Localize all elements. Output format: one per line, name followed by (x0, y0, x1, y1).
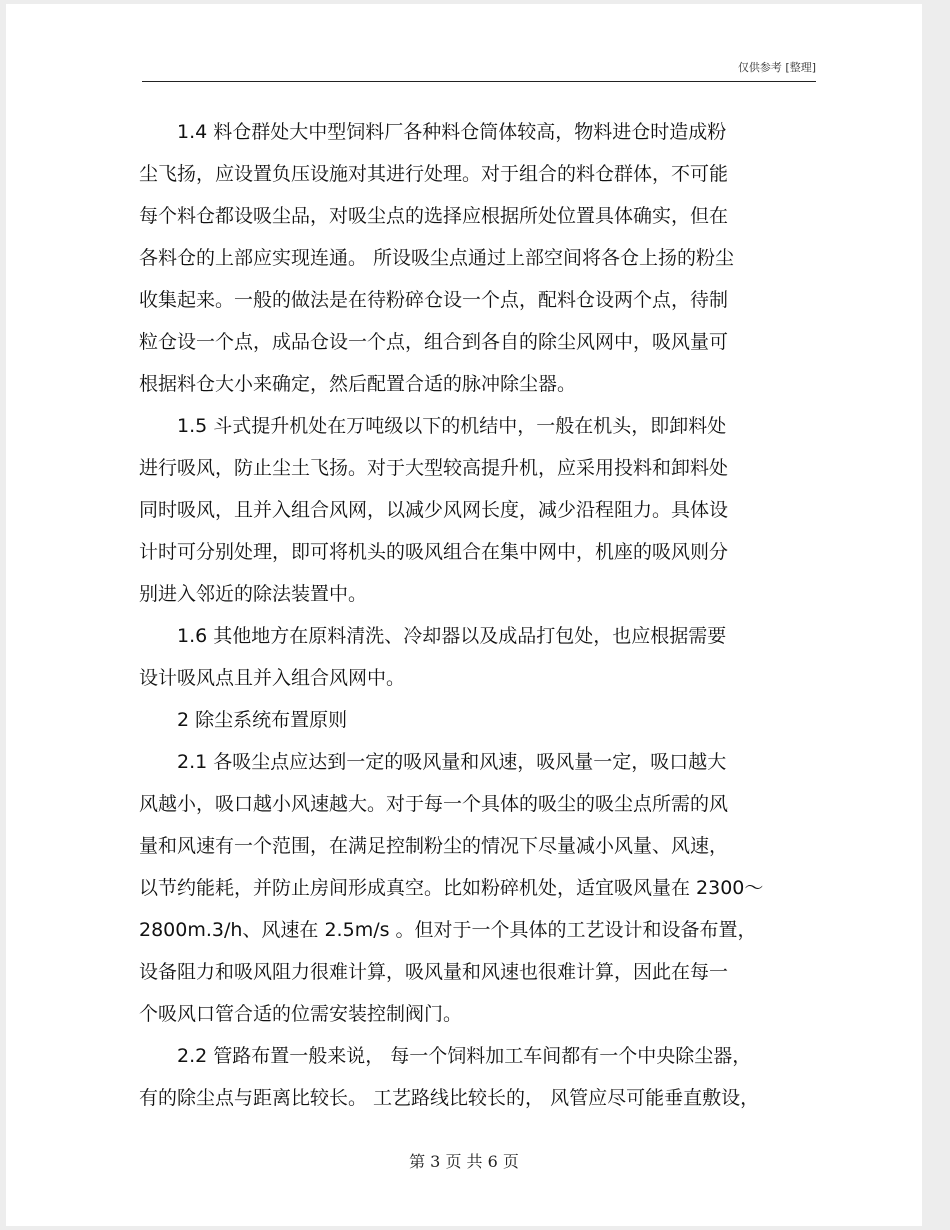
body-line: 根据料仓大小来确定，然后配置合适的脉冲除尘器。 (139, 373, 577, 395)
body-line: 风越小，吸口越小风速越大。对于每一个具体的吸尘的吸尘点所需的风 (139, 793, 729, 815)
body-line: 设备阻力和吸风阻力很难计算，吸风量和风速也很难计算，因此在每一 (139, 961, 729, 983)
body-line: 设计吸风点且并入组合风网中。 (139, 667, 406, 689)
header-text: 仅供参考 [整理] (737, 61, 816, 74)
body-line: 粒仓设一个点，成品仓设一个点，组合到各自的除尘风网中，吸风量可 (139, 331, 729, 353)
body-line: 收集起来。一般的做法是在待粉碎仓设一个点，配料仓设两个点，待制 (139, 289, 729, 311)
body-line: 个吸风口管合适的位需安装控制阀门。 (139, 1003, 463, 1025)
document-page (6, 4, 922, 1226)
body-line: 同时吸风，且并入组合风网，以减少风网长度，减少沿程阻力。具体设 (139, 499, 729, 521)
page-footer: 第 3 页 共 6 页 (409, 1152, 519, 1171)
page-header (142, 59, 816, 82)
body-line: 2.1 各吸尘点应达到一定的吸风量和风速，吸风量一定，吸口越大 (139, 751, 727, 773)
body-line: 1.6 其他地方在原料清洗、冷却器以及成品打包处，也应根据需要 (139, 625, 727, 647)
section-heading: 2 除尘系统布置原则 (139, 709, 348, 731)
body-line: 2800m.3/h、风速在 2.5m/s 。但对于一个具体的工艺设计和设备布置， (139, 919, 757, 941)
body-line: 别进入邻近的除法装置中。 (139, 583, 368, 605)
body-line: 1.5 斗式提升机处在万吨级以下的机结中，一般在机头，即卸料处 (139, 415, 727, 437)
body-line: 有的除尘点与距离比较长。 工艺路线比较长的， 风管应尽可能垂直敷设， (139, 1087, 760, 1109)
body-line: 以节约能耗，并防止房间形成真空。比如粉碎机处，适宜吸风量在 2300～ (139, 877, 764, 899)
body-line: 量和风速有一个范围，在满足控制粉尘的情况下尽量减小风量、风速， (139, 835, 729, 857)
body-line: 1.4 料仓群处大中型饲料厂各种料仓筒体较高，物料进仓时造成粉 (139, 121, 727, 143)
body-line: 各料仓的上部应实现连通。 所设吸尘点通过上部空间将各仓上扬的粉尘 (139, 247, 735, 269)
body-line: 尘飞扬，应设置负压设施对其进行处理。对于组合的料仓群体，不可能 (139, 163, 729, 185)
body-line: 计时可分别处理，即可将机头的吸风组合在集中网中，机座的吸风则分 (139, 541, 729, 563)
body-line: 2.2 管路布置一般来说， 每一个饲料加工车间都有一个中央除尘器， (139, 1045, 752, 1067)
body-line: 进行吸风，防止尘土飞扬。对于大型较高提升机，应采用投料和卸料处 (139, 457, 729, 479)
body-line: 每个料仓都设吸尘品，对吸尘点的选择应根据所处位置具体确实，但在 (139, 205, 729, 227)
